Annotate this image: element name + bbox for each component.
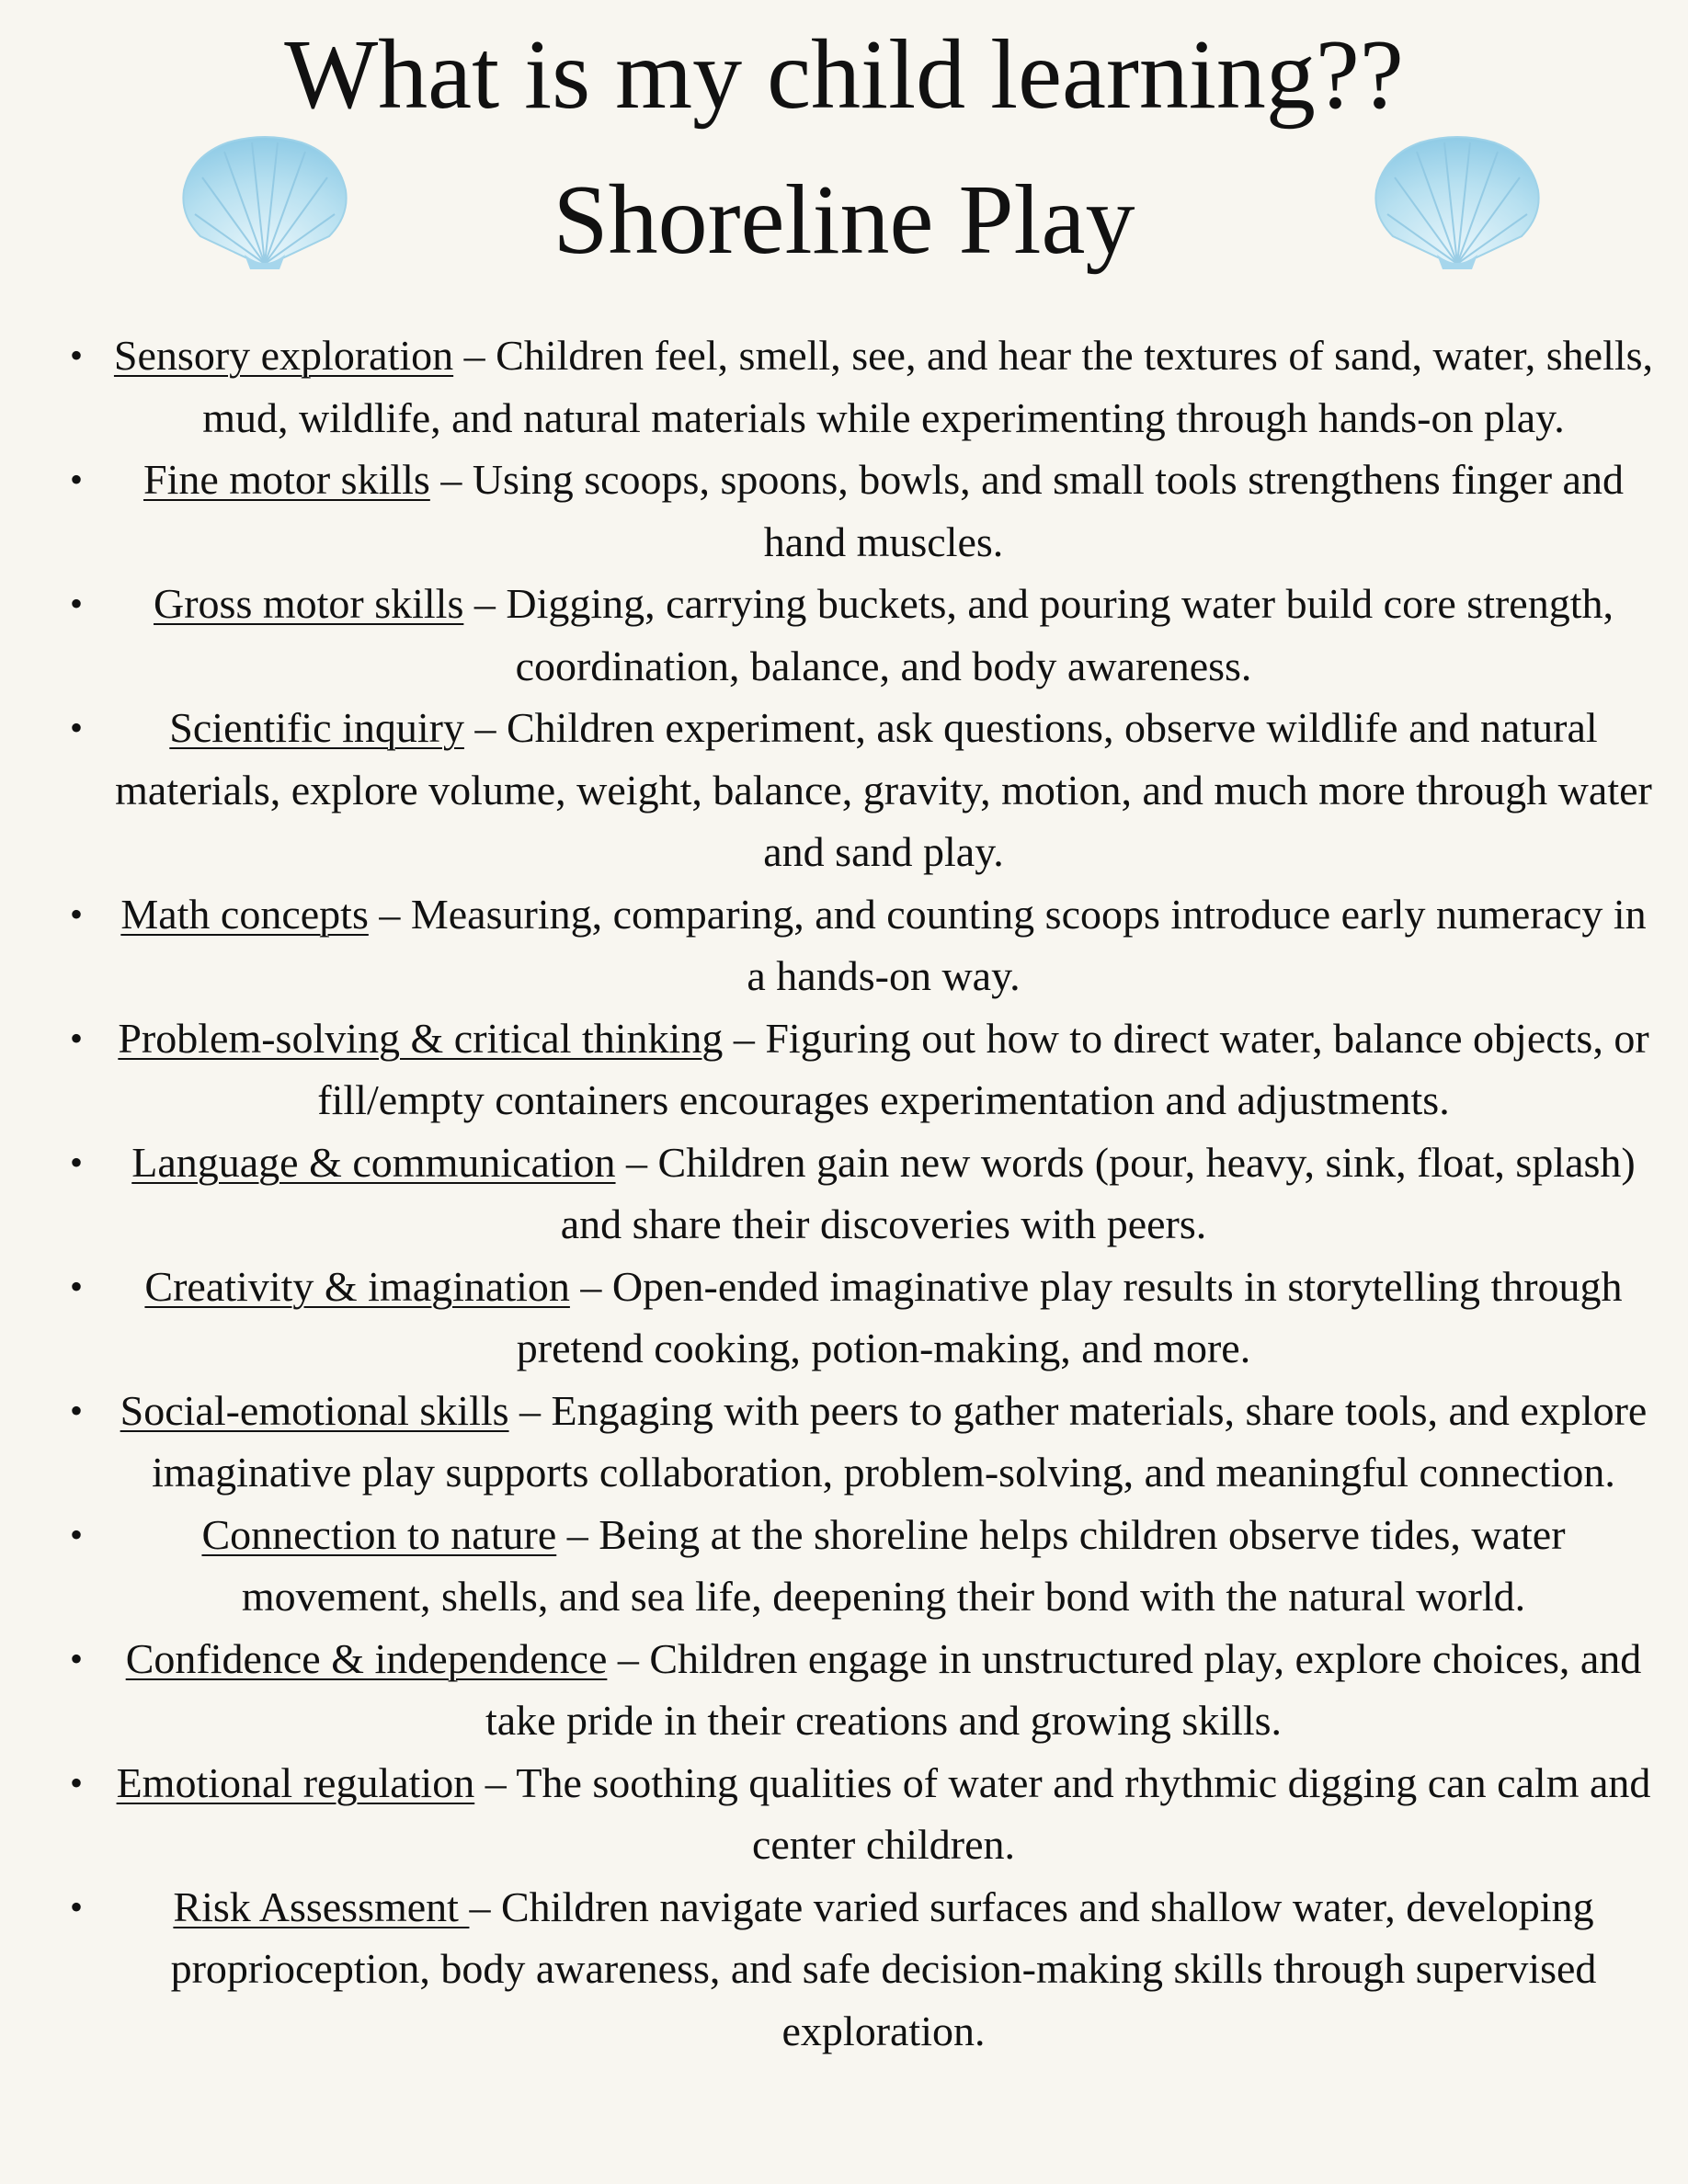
learning-list <box>64 324 1655 2062</box>
list-item-fine-motor-skills <box>64 449 1655 573</box>
list-item-scientific-inquiry <box>64 697 1655 883</box>
seashell-icon-left <box>164 133 366 271</box>
item-description: – Children engage in unstructured play, explore choices, and take pride in their creations and growing skills. <box>485 1634 1642 1744</box>
page-title: What is my child learning?? <box>284 20 1404 130</box>
list-item-confidence-independence <box>64 1628 1655 1752</box>
list-item-language-communication <box>64 1132 1655 1256</box>
page-subtitle: Shoreline Play <box>553 165 1135 275</box>
bullet-icon: • <box>70 583 84 624</box>
bullet-icon: • <box>70 1761 84 1803</box>
list-item-risk-assessment <box>64 1876 1655 2063</box>
list-item-connection-to-nature <box>64 1504 1655 1628</box>
seashell-icon-right <box>1356 133 1558 271</box>
bullet-icon: • <box>70 1265 84 1307</box>
bullet-icon: • <box>70 335 84 376</box>
bullet-icon: • <box>70 1637 84 1679</box>
item-term: Scientific inquiry <box>169 704 464 751</box>
list-item-math-concepts <box>64 883 1655 1007</box>
item-description: – Digging, carrying buckets, and pouring water build core strength, coordination, balance, and body awareness. <box>463 580 1614 689</box>
item-description: – Being at the shoreline helps children observe tides, water movement, shells, and sea life, deepening their bond with the natural world. <box>241 1510 1566 1620</box>
list-item-social-emotional-skills <box>64 1380 1655 1504</box>
bullet-icon: • <box>70 707 84 748</box>
item-description: – Children navigate varied surfaces and shallow water, developing proprioception, body awareness, and safe decision-making skills through supervised exploration. <box>170 1883 1597 2054</box>
item-description: – Using scoops, spoons, bowls, and small tools strengthens finger and hand muscles. <box>429 456 1624 565</box>
item-term: Social-emotional skills <box>120 1386 509 1434</box>
item-description: – Children feel, smell, see, and hear the textures of sand, water, shells, mud, wildlife, and natural materials while experimenting through hands-on play. <box>202 332 1654 441</box>
bullet-icon: • <box>70 1513 84 1555</box>
item-description: – Children gain new words (pour, heavy, sink, float, splash) and share their discoveries with peers. <box>560 1138 1636 1247</box>
item-term: Sensory exploration <box>113 332 454 379</box>
item-term: Emotional regulation <box>116 1758 475 1806</box>
item-term: Risk Assessment <box>173 1883 470 1930</box>
bullet-icon: • <box>70 1141 84 1183</box>
bullet-icon: • <box>70 1885 84 1928</box>
item-term: Math concepts <box>120 890 369 938</box>
item-term: Creativity & imagination <box>144 1262 570 1310</box>
list-item-emotional-regulation <box>64 1752 1655 1876</box>
item-description: – Engaging with peers to gather materials, share tools, and explore imaginative play supports collaboration, problem-solving, and meaningful connection. <box>152 1386 1648 1496</box>
bullet-icon: • <box>70 459 84 500</box>
list-item-sensory-exploration <box>64 324 1655 449</box>
bullet-icon: • <box>70 893 84 935</box>
list-item-creativity-imagination <box>64 1256 1655 1380</box>
item-term: Language & communication <box>131 1138 616 1186</box>
bullet-icon: • <box>70 1017 84 1059</box>
item-description: – Figuring out how to direct water, balance objects, or fill/empty containers encourages experimentation and adjustments. <box>317 1014 1649 1123</box>
item-description: – The soothing qualities of water and rhythmic digging can calm and center children. <box>474 1758 1651 1868</box>
item-description: – Open-ended imaginative play results in storytelling through pretend cooking, potion-making, and more. <box>516 1262 1623 1371</box>
item-term: Connection to nature <box>201 1510 557 1558</box>
item-term: Problem-solving & critical thinking <box>118 1014 724 1062</box>
item-term: Confidence & independence <box>125 1634 608 1682</box>
bullet-icon: • <box>70 1389 84 1431</box>
item-term: Gross motor skills <box>154 580 464 627</box>
list-item-problem-solving <box>64 1007 1655 1132</box>
list-item-gross-motor-skills <box>64 573 1655 697</box>
item-term: Fine motor skills <box>143 456 430 503</box>
item-description: – Measuring, comparing, and counting scoops introduce early numeracy in a hands-on way. <box>368 890 1647 999</box>
item-description: – Children experiment, ask questions, observe wildlife and natural materials, explore volume, weight, balance, gravity, motion, and much more through water and sand play. <box>115 704 1652 875</box>
